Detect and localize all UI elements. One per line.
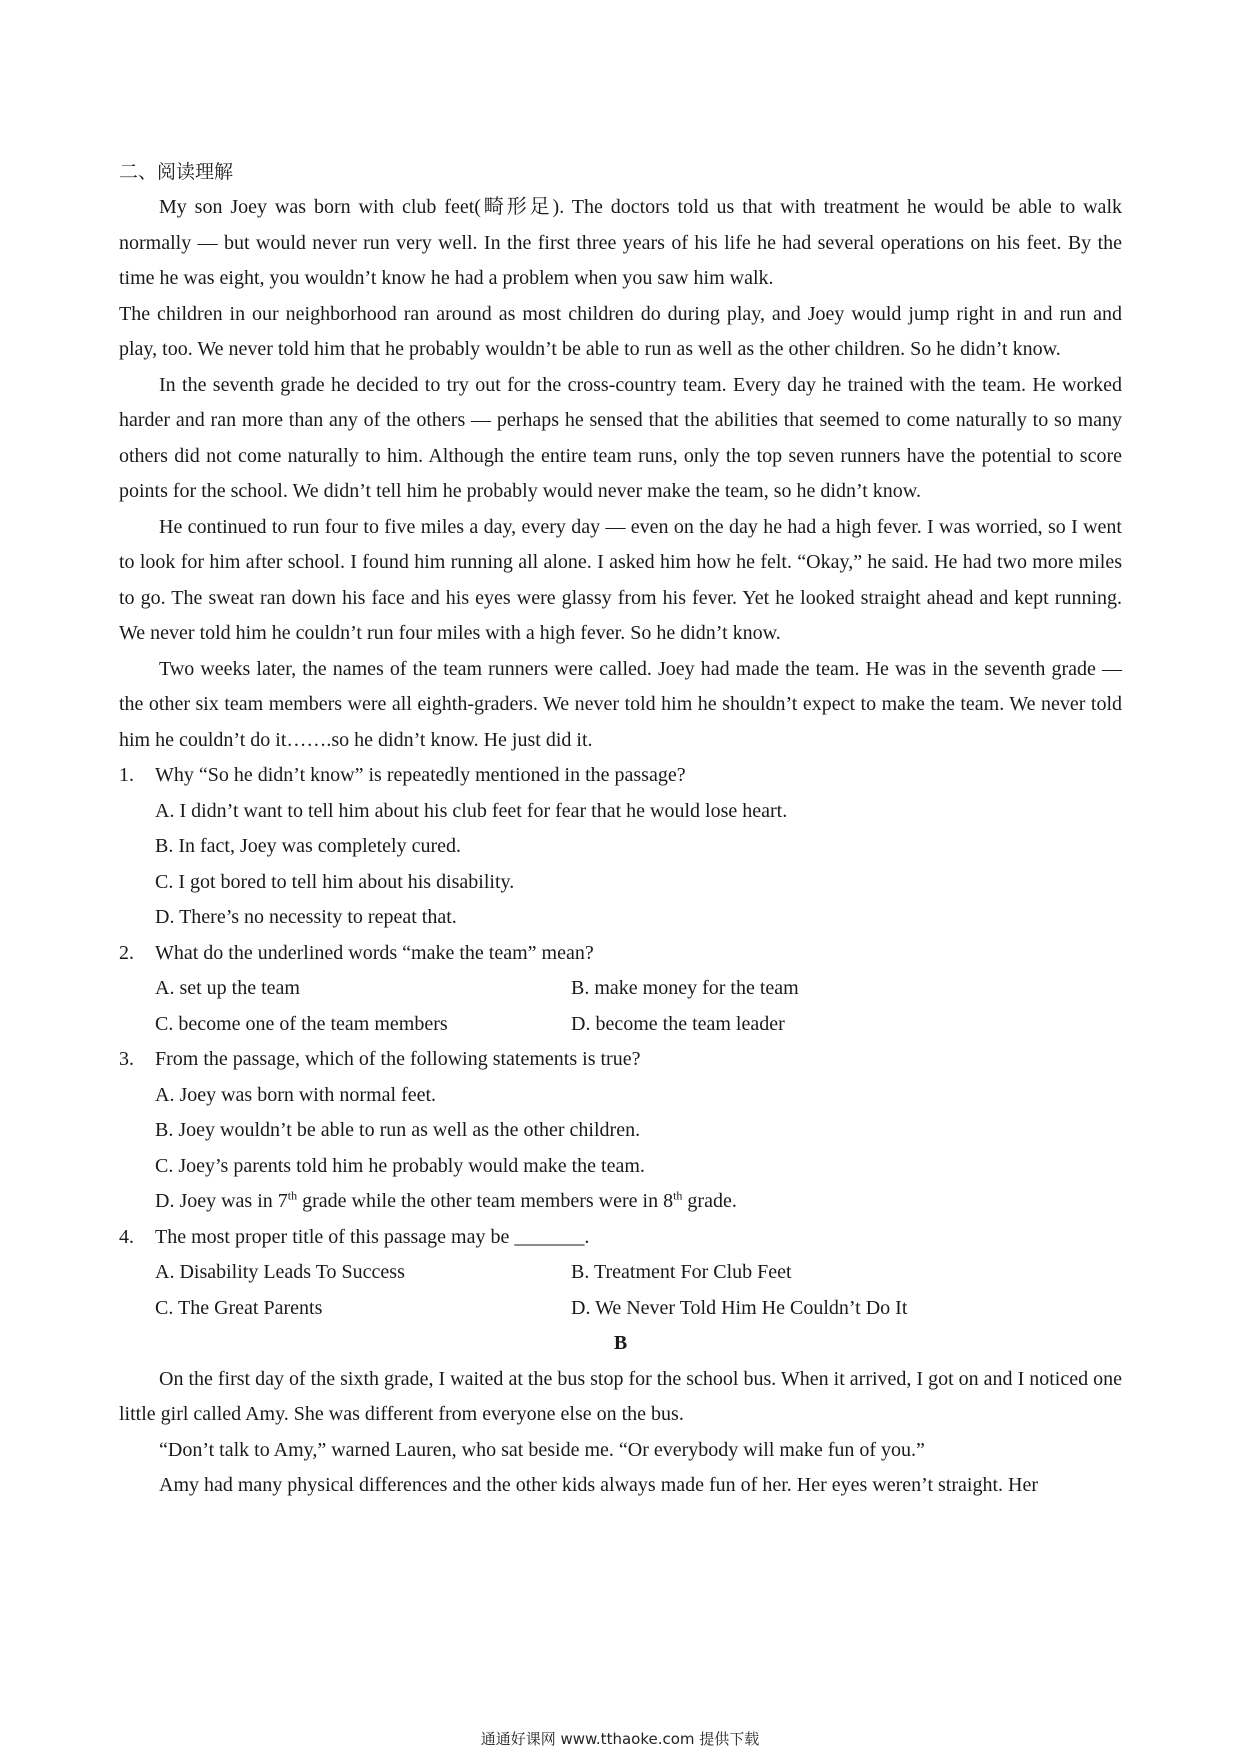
passage-b-paragraph-1: On the first day of the sixth grade, I waited at the bus stop for the school bus. When it arrived, I got on and I noticed one little girl called Amy. She was different from everyone else on the bus. — [119, 1367, 1122, 1425]
superscript: th — [673, 1188, 683, 1203]
option-4c: C. The Great Parents — [155, 1296, 323, 1319]
footer-watermark: 通通好课网 www.tthaoke.com 提供下载 — [480, 1730, 760, 1748]
options-row — [119, 1255, 1122, 1291]
passage-a-paragraph-3: In the seventh grade he decided to try out for the cross-country team. Every day he trained with the team. He worked harder and ran more than any of the others — perhaps he sensed that the abilities that seemed to come naturally to so many others did not come naturally to him. Although the entire team runs, only the top seven runners have the potential to score points for the school. We didn’t tell him he probably would never make the team, so he didn’t know. — [119, 373, 1122, 502]
option-4b: B. Treatment For Club Feet — [571, 1261, 792, 1283]
superscript: th — [287, 1188, 298, 1203]
option-3b: B. Joey wouldn’t be able to run as well as the other children. — [155, 1119, 641, 1141]
passage-b-label: B — [613, 1332, 628, 1354]
option-3c: C. Joey’s parents told him he probably would make the team. — [155, 1154, 645, 1177]
passage-b-paragraph-3: Amy had many physical differences and the other kids always made fun of her. Her eyes weren’t straight. Her — [159, 1474, 1038, 1496]
option-3a: A. Joey was born with normal feet. — [155, 1083, 437, 1106]
option-4a: A. Disability Leads To Success — [155, 1261, 405, 1283]
option-2b: B. make money for the team — [571, 977, 799, 999]
document-page — [119, 155, 1122, 1504]
options-row — [119, 1007, 1122, 1043]
passage-b-paragraph-2: “Don’t talk to Amy,” warned Lauren, who sat beside me. “Or everybody will make fun of you.” — [159, 1438, 925, 1461]
question-2 — [119, 936, 1122, 972]
question-3 — [119, 1042, 1122, 1078]
question-4 — [119, 1220, 1122, 1256]
option-3d-part-3: grade. — [682, 1190, 737, 1212]
question-text: What do the underlined words “make the team” mean? — [155, 941, 594, 964]
option-1c: C. I got bored to tell him about his disability. — [155, 870, 515, 893]
passage-a-paragraph-5: Two weeks later, the names of the team runners were called. Joey had made the team. He was in the seventh grade — the other six team members were all eighth-graders. We never told him he shouldn’t expect to make the team. We never told him he couldn’t do it…….so he didn’t know. He just did it. — [119, 657, 1122, 751]
question-text: Why “So he didn’t know” is repeatedly mentioned in the passage? — [155, 764, 686, 786]
option-3d-part-2: grade while the other team members were in 8 — [297, 1190, 674, 1212]
option-1b: B. In fact, Joey was completely cured. — [155, 835, 462, 857]
option-1d: D. There’s no necessity to repeat that. — [155, 906, 457, 928]
question-number: 2. — [119, 941, 134, 964]
section-title: 二、阅读理解 — [119, 161, 234, 183]
options-row — [119, 1291, 1122, 1327]
passage-a-paragraph-1: My son Joey was born with club feet(畸形足). The doctors told us that with treatment he would be able to walk normally — but would never run very well. In the first three years of his life he had several operations on his feet. By the time he was eight, you wouldn’t know he had a problem when you saw him walk. — [119, 196, 1122, 289]
option-3d — [119, 1184, 1122, 1220]
question-text: The most proper title of this passage may be _______. — [155, 1225, 590, 1248]
question-number: 1. — [119, 764, 134, 786]
passage-a-paragraph-2: The children in our neighborhood ran around as most children do during play, and Joey would jump right in and run and play, too. We never told him that he probably wouldn’t be able to run as well as the other children. So he didn’t know. — [119, 302, 1122, 360]
question-number: 3. — [119, 1048, 134, 1070]
option-2a: A. set up the team — [155, 977, 300, 999]
option-4d: D. We Never Told Him He Couldn’t Do It — [571, 1296, 908, 1319]
option-1a: A. I didn’t want to tell him about his club feet for fear that he would lose heart. — [155, 799, 788, 822]
question-text: From the passage, which of the following statements is true? — [155, 1048, 641, 1070]
options-row — [119, 971, 1122, 1007]
passage-a-paragraph-4: He continued to run four to five miles a day, every day — even on the day he had a high fever. I was worried, so I went to look for him after school. I found him running all alone. I asked him how he felt. “Okay,” he said. He had two more miles to go. The sweat ran down his face and his eyes were glassy from his fever. Yet he looked straight ahead and kept running. We never told him he couldn’t run four miles with a high fever. So he didn’t know. — [119, 515, 1122, 644]
option-3d-part-1: D. Joey was in 7 — [155, 1190, 288, 1212]
option-2c: C. become one of the team members — [155, 1012, 448, 1035]
option-2d: D. become the team leader — [571, 1012, 785, 1035]
question-number: 4. — [119, 1225, 134, 1248]
question-1 — [119, 758, 1122, 794]
